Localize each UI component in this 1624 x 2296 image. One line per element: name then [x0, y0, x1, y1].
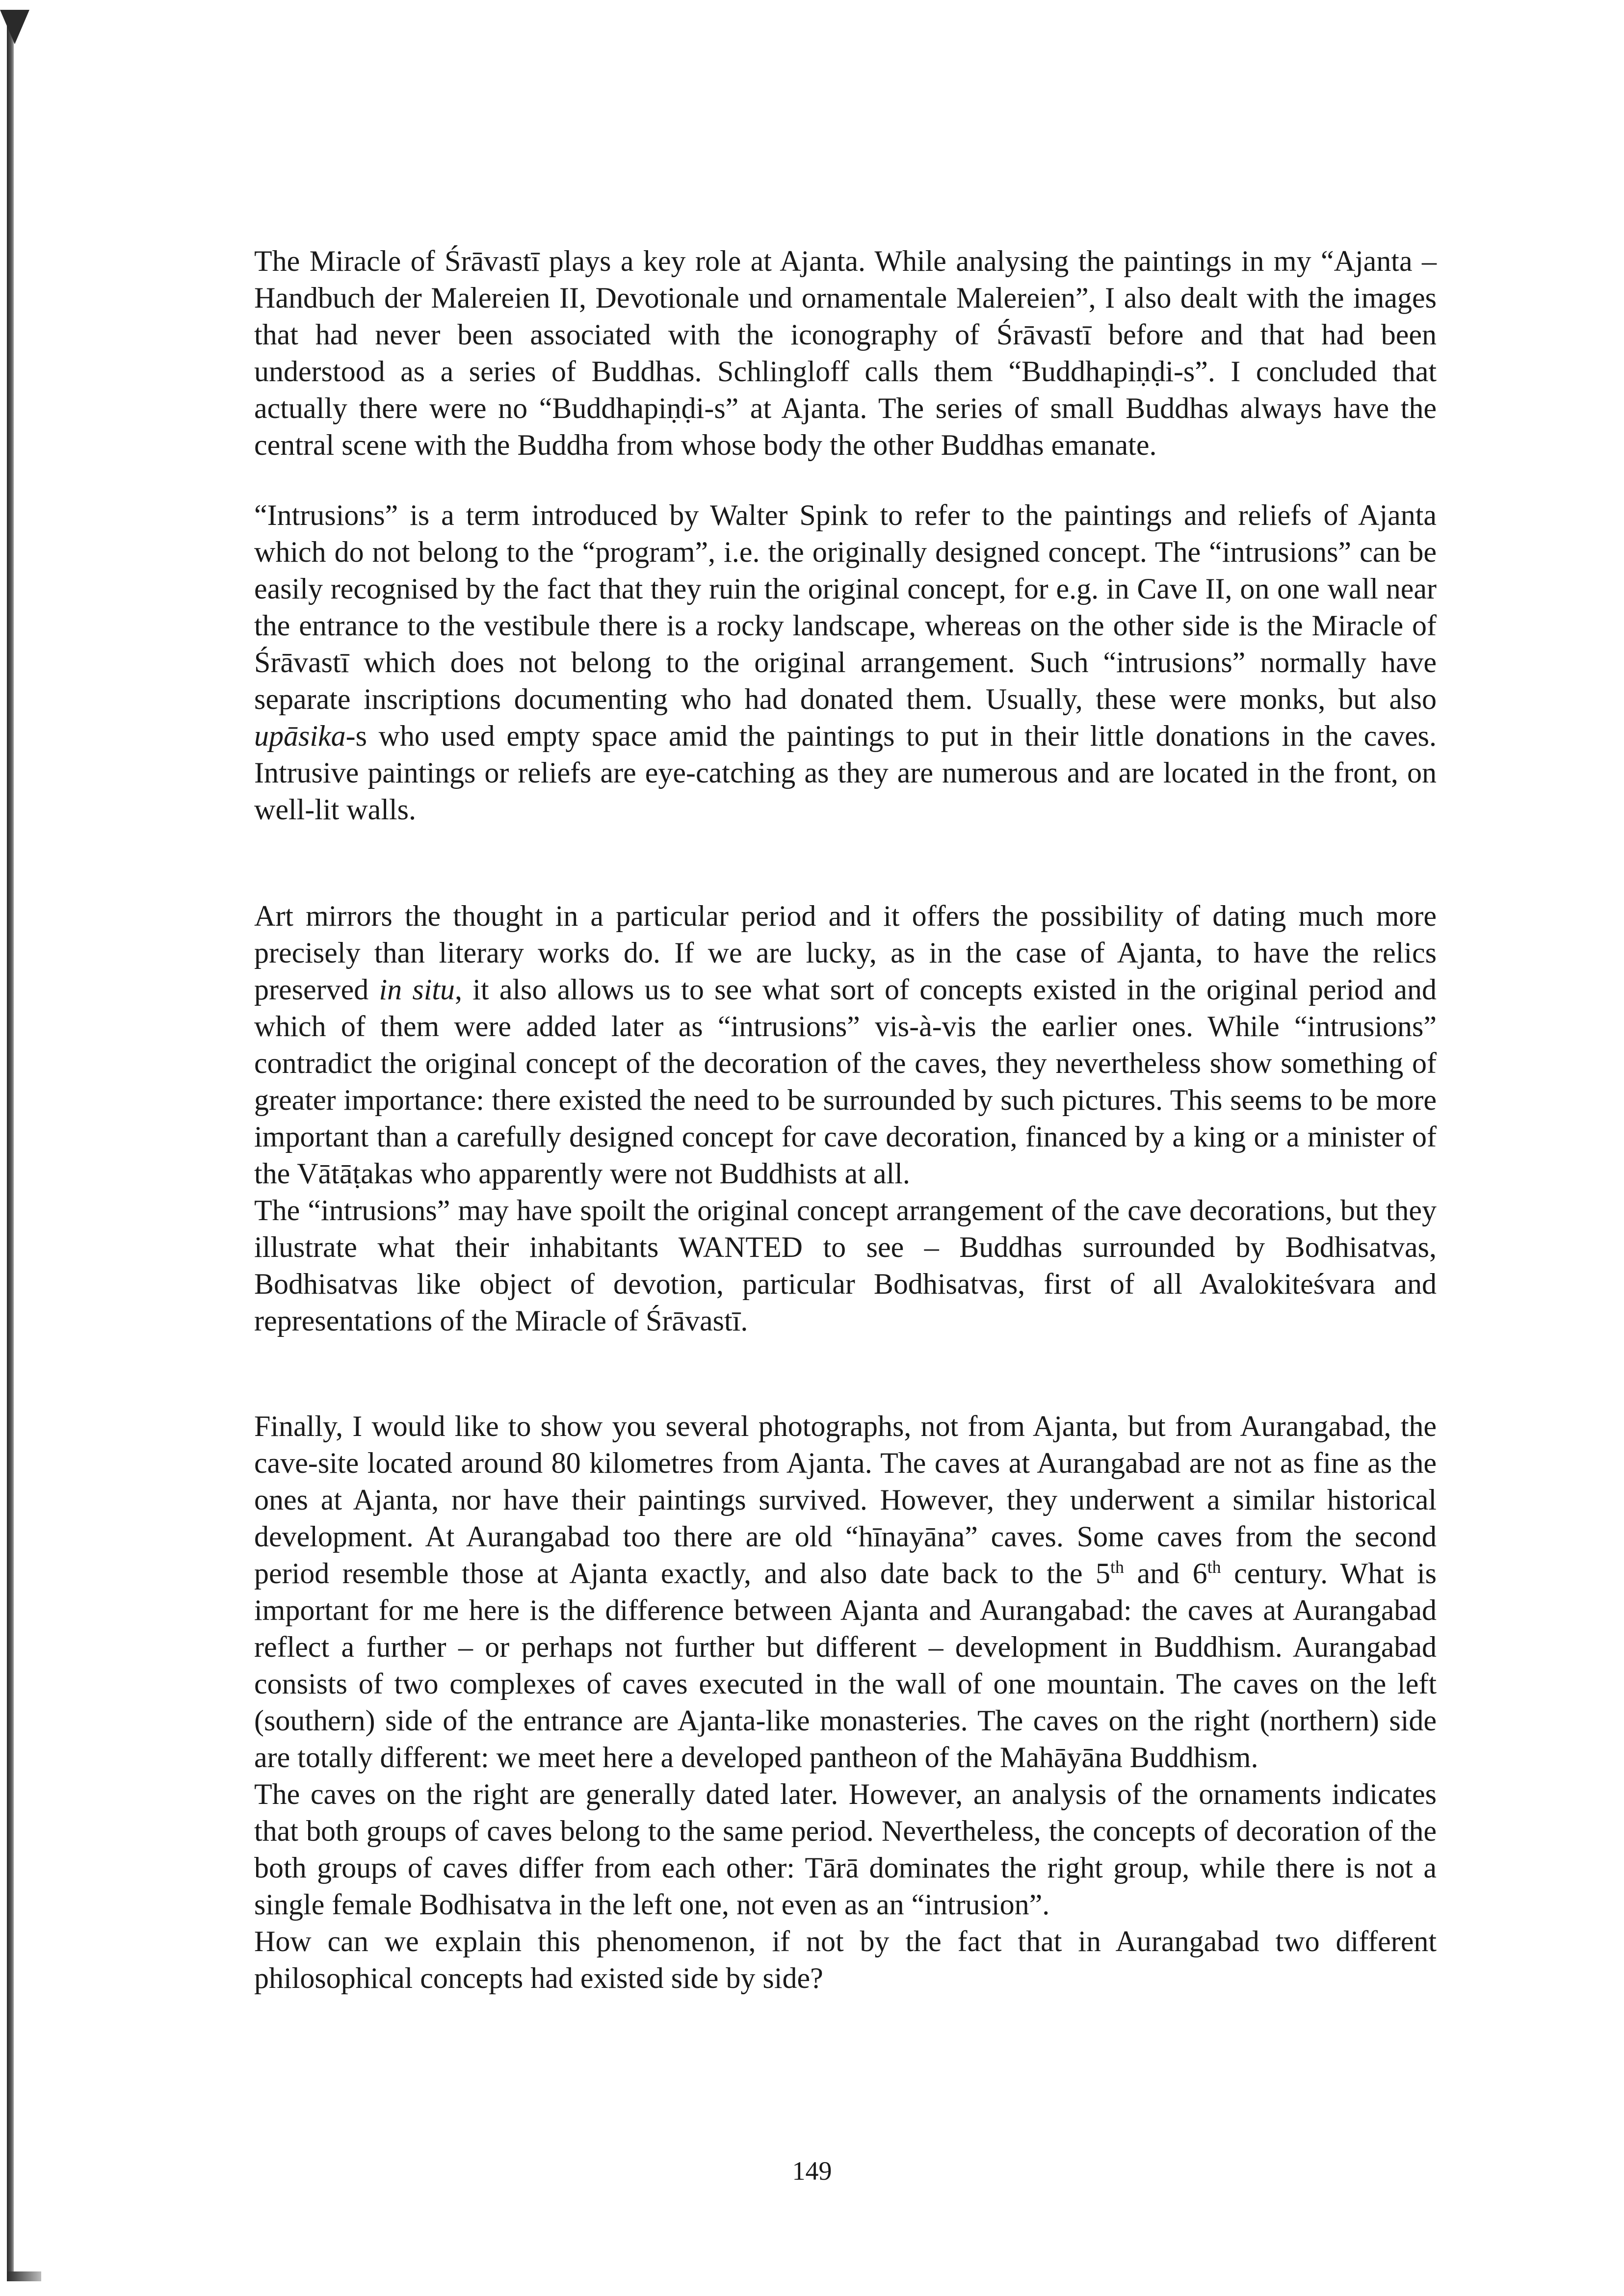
superscript-th-2: th — [1207, 1557, 1221, 1577]
paragraph-art-mirrors-text-1: Art mirrors the thought in a particular period and it offers the possibility of dating much more precisely than literary works do. If we are lucky, as in the case of Ajanta, to have the relics preserved — [254, 900, 1437, 1006]
paragraph-aurangabad-text-1: Finally, I would like to show you several photographs, not from Ajanta, but from Aurangabad, the cave-site located around 80 kilometres from Ajanta. The caves at Aurangabad are not as fine as the ones at Ajanta, nor have their paintings survived. However, they underwent a similar historical development. At Aurangabad too there are old “hīnayāna” caves. Some caves from the second period resemble those at Ajanta exactly, and also date back to the 5 — [254, 1410, 1437, 1590]
paragraph-aurangabad — [254, 1408, 1437, 1776]
paragraph-intrusions — [254, 497, 1437, 828]
paragraph-question: How can we explain this phenomenon, if not by the fact that in Aurangabad two different philosophical concepts had existed side by side? — [254, 1925, 1437, 1994]
paragraph-art-mirrors — [254, 898, 1437, 1192]
paragraph-sravasti-miracle: The Miracle of Śrāvastī plays a key role at Ajanta. While analysing the paintings in my “Ajanta – Handbuch der Malereien II, Devotionale und ornamentale Malereien”, I also dealt with the images that had never been associated with the iconography of Śrāvastī before and that had been understood as a series of Buddhas. Schlingloff calls them “Buddhapiṇḍi-s”. I concluded that actually there were no “Buddhapiṇḍi-s” at Ajanta. The series of small Buddhas always have the central scene with the Buddha from whose body the other Buddhas emanate. — [254, 245, 1437, 461]
paragraph-block-3 — [254, 898, 1437, 1339]
paragraph-block-4 — [254, 1408, 1437, 1997]
paragraph-intrusions-italic: upāsika — [254, 720, 346, 752]
paragraph-intrusions-spoilt: The “intrusions” may have spoilt the original concept arrangement of the cave decorations, but they illustrate what their inhabitants WANTED to see – Buddhas surrounded by Bodhisatvas, Bodhisatvas like object of devotion, particular Bodhisatvas, first of all Avalokiteśvara and representations of the Miracle of Śrāvastī. — [254, 1194, 1437, 1337]
page-number: 149 — [792, 2156, 832, 2186]
paragraph-aurangabad-text-3: century. What is important for me here is the difference between Ajanta and Aurangabad: the caves at Aurangabad reflect a further – or perhaps not further but different – development in Buddhism. Aurangabad consists of two complexes of caves executed in the wall of one mountain. The caves on the left (southern) side of the entrance are Ajanta-like monasteries. The caves on the right (northern) side are totally different: we meet here a developed pantheon of the Mahāyāna Buddhism. — [254, 1557, 1437, 1774]
paragraph-art-mirrors-italic: in situ — [379, 973, 455, 1006]
binding-bottom-mark — [7, 2271, 41, 2281]
paragraph-intrusions-text-2: -s who used empty space amid the paintings to put in their little donations in the caves. Intrusive paintings or reliefs are eye-catching as they are numerous and are located in the front, on well-lit walls. — [254, 720, 1437, 826]
paragraph-caves-right: The caves on the right are generally dated later. However, an analysis of the ornaments indicates that both groups of caves belong to the same period. Nevertheless, the concepts of decoration of the both groups of caves differ from each other: Tārā dominates the right group, while there is not a single female Bodhisatva in the left one, not even as an “intrusion”. — [254, 1778, 1437, 1921]
binding-edge — [7, 15, 14, 2281]
binding-corner-mark — [0, 10, 29, 44]
superscript-th-1: th — [1110, 1557, 1125, 1577]
paragraph-aurangabad-text-2: and 6 — [1124, 1557, 1207, 1590]
paragraph-intrusions-text-1: “Intrusions” is a term introduced by Walter Spink to refer to the paintings and reliefs of Ajanta which do not belong to the “program”, i.e. the originally designed concept. The “intrusions” can be easily recognised by the fact that they ruin the original concept, for e.g. in Cave II, on one wall near the entrance to the vestibule there is a rocky landscape, whereas on the other side is the Miracle of Śrāvastī which does not belong to the original arrangement. Such “intrusions” normally have separate inscriptions documenting who had donated them. Usually, these were monks, but also — [254, 499, 1437, 715]
paragraph-art-mirrors-text-2: , it also allows us to see what sort of concepts existed in the original period and which of them were added later as “intrusions” vis-à-vis the earlier ones. While “intrusions” contradict the original concept of the decoration of the caves, they nevertheless show something of greater importance: there existed the need to be surrounded by such pictures. This seems to be more important than a carefully designed concept for cave decoration, financed by a king or a minister of the Vātāṭakas who apparently were not Buddhists at all. — [254, 973, 1437, 1190]
paragraph-block-1 — [254, 243, 1437, 464]
paragraph-block-2 — [254, 497, 1437, 828]
